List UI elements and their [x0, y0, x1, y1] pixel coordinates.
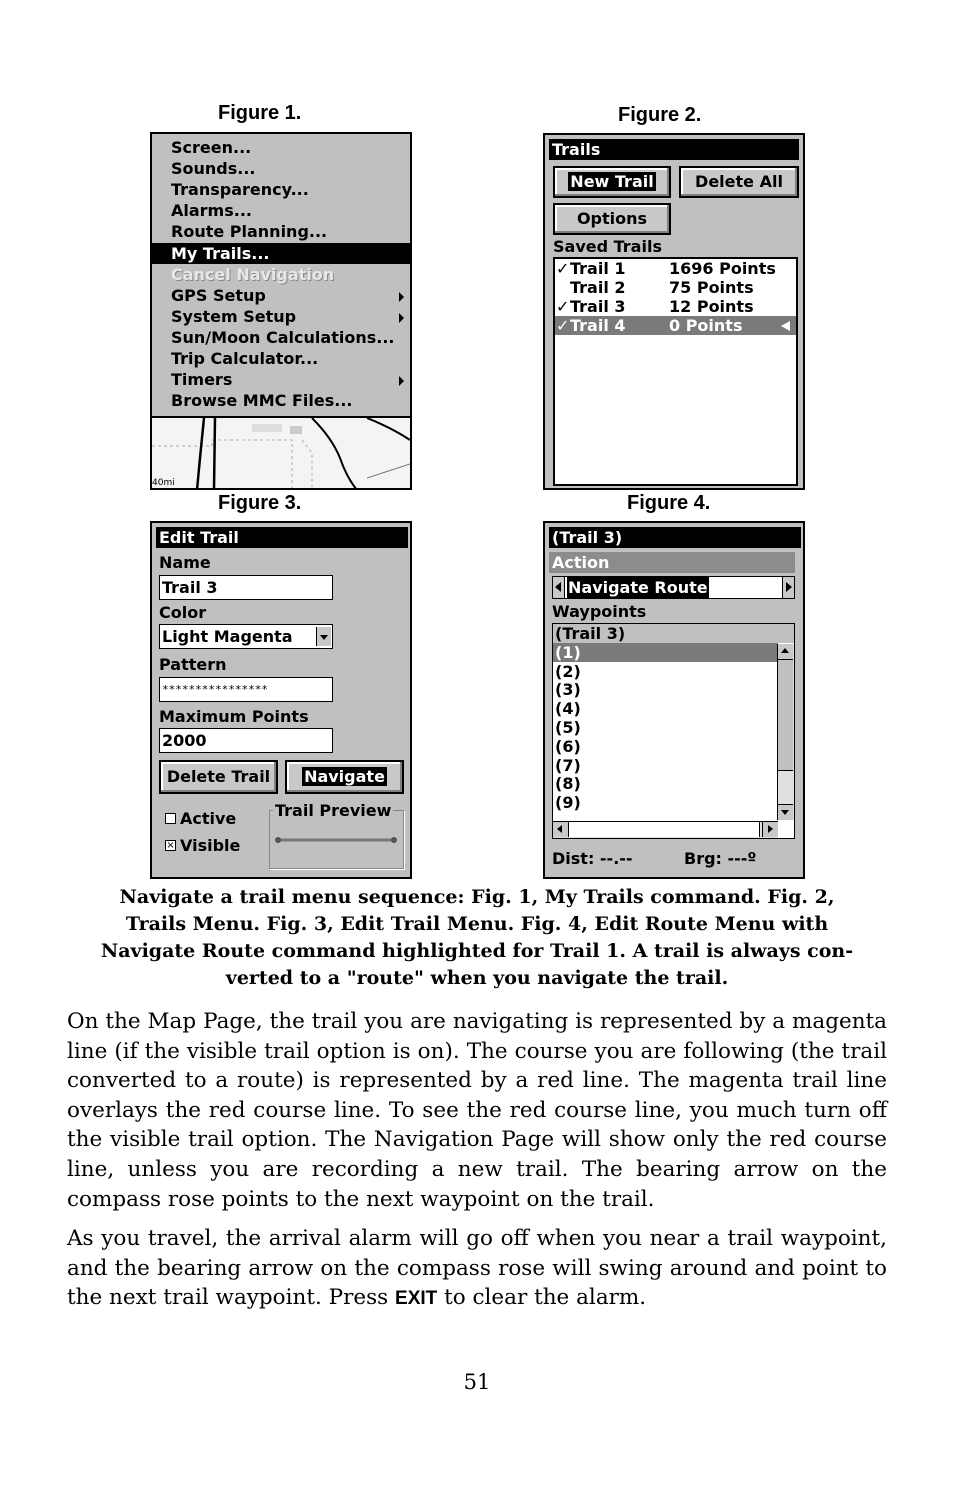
action-selector[interactable]	[552, 576, 795, 599]
arrow-left-icon[interactable]	[553, 577, 565, 598]
menu-item[interactable]	[152, 137, 410, 158]
action-value: Navigate Route	[568, 578, 708, 597]
caption-line-1: Navigate a trail menu sequence: Fig. 1, My Trails command. Fig. 2,	[119, 886, 835, 908]
trail-name: Trail 3	[570, 297, 626, 316]
trail-points: 0 Points	[669, 316, 743, 335]
chevron-down-icon[interactable]	[316, 627, 331, 646]
trail-row[interactable]	[555, 259, 796, 278]
scroll-up-icon[interactable]	[778, 644, 793, 660]
check-icon: ✓	[556, 316, 570, 335]
menu-item-label: Alarms...	[171, 201, 252, 221]
trail-name: Trail 2	[570, 278, 626, 297]
visible-label: Visible	[180, 836, 241, 855]
page-number: 51	[463, 1370, 491, 1394]
caption-line-2: Trails Menu. Fig. 3, Edit Trail Menu. Fig. 4, Edit Route Menu with	[125, 913, 829, 935]
map-scale-label: 40mi	[152, 478, 175, 488]
action-label: Action	[549, 552, 795, 573]
trails-title-bar: Trails	[549, 139, 799, 160]
check-icon: ✓	[556, 297, 570, 316]
edit-trail-title-bar: Edit Trail	[156, 527, 408, 548]
pattern-label: Pattern	[159, 655, 227, 674]
figure-1-main-menu	[150, 132, 412, 490]
menu-item[interactable]	[152, 348, 410, 369]
menu-item-label: Transparency...	[171, 180, 309, 200]
horizontal-scrollbar[interactable]	[553, 821, 778, 838]
caption-line-4: verted to a "route" when you navigate the trail.	[225, 967, 729, 989]
figure-3-label: Figure 3.	[218, 492, 302, 514]
trail-row[interactable]	[555, 297, 796, 316]
waypoint-row[interactable]: (8)	[555, 774, 581, 794]
menu-item-label: Route Planning...	[171, 222, 328, 242]
map-preview	[152, 416, 410, 490]
waypoint-row[interactable]: (3)	[555, 680, 581, 700]
menu-item[interactable]	[152, 179, 410, 200]
vertical-scrollbar[interactable]	[777, 644, 794, 820]
menu-item[interactable]	[152, 327, 410, 348]
waypoints-list[interactable]	[552, 623, 795, 839]
figure-2-trails-menu	[543, 133, 805, 490]
waypoint-row[interactable]: (5)	[555, 718, 581, 737]
menu-item[interactable]	[152, 306, 410, 327]
waypoint-row[interactable]: (4)	[555, 699, 581, 719]
submenu-arrow-icon	[399, 292, 404, 302]
scroll-down-icon[interactable]	[778, 804, 793, 820]
active-label: Active	[180, 809, 237, 828]
delete-trail-button[interactable]: Delete Trail	[159, 760, 278, 794]
menu-item-label: Screen...	[171, 138, 252, 157]
figure-caption	[60, 884, 894, 992]
trail-points: 12 Points	[669, 297, 754, 316]
h-scroll-thumb[interactable]	[569, 822, 760, 837]
navigate-button[interactable]	[285, 760, 404, 794]
menu-item-label: Sun/Moon Calculations...	[171, 327, 395, 347]
maximum-points-label: Maximum Points	[159, 707, 309, 726]
trail-name: Trail 4	[570, 316, 626, 335]
menu-item-label: My Trails...	[171, 243, 270, 263]
menu-item[interactable]	[152, 285, 410, 306]
maximum-points-field[interactable]: 2000	[159, 728, 333, 753]
paragraph-2-text-b: to clear the alarm.	[437, 1285, 647, 1311]
selection-arrow-icon	[781, 321, 790, 331]
distance-readout: Dist: --.--	[552, 849, 633, 868]
menu-item[interactable]	[152, 390, 410, 411]
waypoint-row[interactable]: (9)	[555, 793, 581, 813]
check-icon: ✓	[556, 259, 570, 278]
menu-item	[152, 264, 410, 285]
route-title-bar: (Trail 3)	[549, 527, 801, 548]
figure-2-label: Figure 2.	[618, 104, 702, 126]
trail-row[interactable]	[555, 316, 796, 335]
active-checkbox[interactable]	[165, 813, 176, 824]
visible-checkbox[interactable]: ×	[166, 840, 175, 851]
bearing-readout: Brg: ---º	[684, 849, 757, 868]
name-field[interactable]: Trail 3	[159, 575, 333, 600]
color-label: Color	[159, 603, 207, 622]
map-lines	[152, 418, 410, 490]
figure-4-edit-route	[543, 521, 805, 879]
menu-item[interactable]	[152, 369, 410, 390]
body-paragraph-2	[67, 1224, 887, 1314]
waypoint-row[interactable]: (2)	[555, 661, 581, 681]
menu-item[interactable]	[152, 243, 410, 264]
figure-3-edit-trail	[150, 521, 412, 879]
menu-item-label: GPS Setup	[171, 285, 266, 305]
figure-4-label: Figure 4.	[627, 492, 711, 514]
color-dropdown[interactable]	[159, 624, 333, 649]
menu-item-label: Sounds...	[171, 159, 256, 179]
waypoint-row[interactable]: (Trail 3)	[553, 624, 794, 643]
options-button[interactable]: Options	[553, 203, 671, 235]
saved-trails-label: Saved Trails	[553, 237, 662, 256]
trail-preview-label: Trail Preview	[275, 801, 392, 820]
paragraph-2-text-a: As you travel, the arrival alarm will go off when you near a trail waypoint, and the bearing arrow on the compass rose will swing around and point to the next trail waypoint. Press	[67, 1226, 887, 1311]
menu-item[interactable]	[152, 158, 410, 179]
menu-item-label: Cancel Navigation	[171, 264, 335, 284]
color-value: Light Magenta	[162, 627, 293, 646]
menu-item-label: Trip Calculator...	[171, 349, 319, 368]
menu-item-label: Timers	[171, 370, 233, 390]
submenu-arrow-icon	[399, 313, 404, 323]
delete-all-button[interactable]: Delete All	[679, 166, 799, 198]
arrow-right-icon[interactable]	[782, 577, 794, 598]
body-paragraph-1: On the Map Page, the trail you are navigating is represented by a magenta line (if the visible trail option is on). The course you are following (the trail converted to a route) is represented by a red line. The magenta trail line overlays the red course line. To see the red course line, you much turn off the visible trail option. The Navigation Page will show only the red course line, unless you are recording a new trail. The bearing arrow on the compass rose points to the next waypoint on the trail.	[67, 1009, 887, 1212]
trail-points: 75 Points	[669, 278, 754, 297]
trail-row[interactable]	[555, 278, 796, 297]
waypoint-row[interactable]: (1)	[553, 643, 778, 662]
name-label: Name	[159, 553, 211, 572]
navigate-label: Navigate	[304, 767, 385, 786]
trail-name: Trail 1	[570, 259, 626, 278]
new-trail-button[interactable]	[553, 166, 671, 198]
menu-item[interactable]	[152, 221, 410, 242]
saved-trails-list[interactable]	[553, 257, 798, 486]
scroll-right-icon[interactable]	[762, 822, 778, 837]
scroll-left-icon[interactable]	[553, 822, 569, 837]
submenu-arrow-icon	[399, 376, 404, 386]
scroll-thumb[interactable]	[778, 660, 793, 771]
figure-1-label: Figure 1.	[218, 102, 302, 124]
waypoint-row[interactable]: (7)	[555, 755, 581, 775]
waypoints-label: Waypoints	[552, 602, 647, 621]
new-trail-label: New Trail	[570, 172, 654, 191]
menu-item-label: System Setup	[171, 306, 297, 326]
trail-points: 1696 Points	[669, 259, 776, 278]
pattern-field[interactable]: ****************	[159, 677, 333, 702]
menu-item[interactable]	[152, 200, 410, 221]
waypoint-row[interactable]: (6)	[555, 736, 581, 756]
menu-item-label: Browse MMC Files...	[171, 391, 353, 411]
exit-key-label: EXIT	[395, 1288, 438, 1310]
caption-line-3: Navigate Route command highlighted for Trail 1. A trail is always con-	[100, 940, 854, 962]
